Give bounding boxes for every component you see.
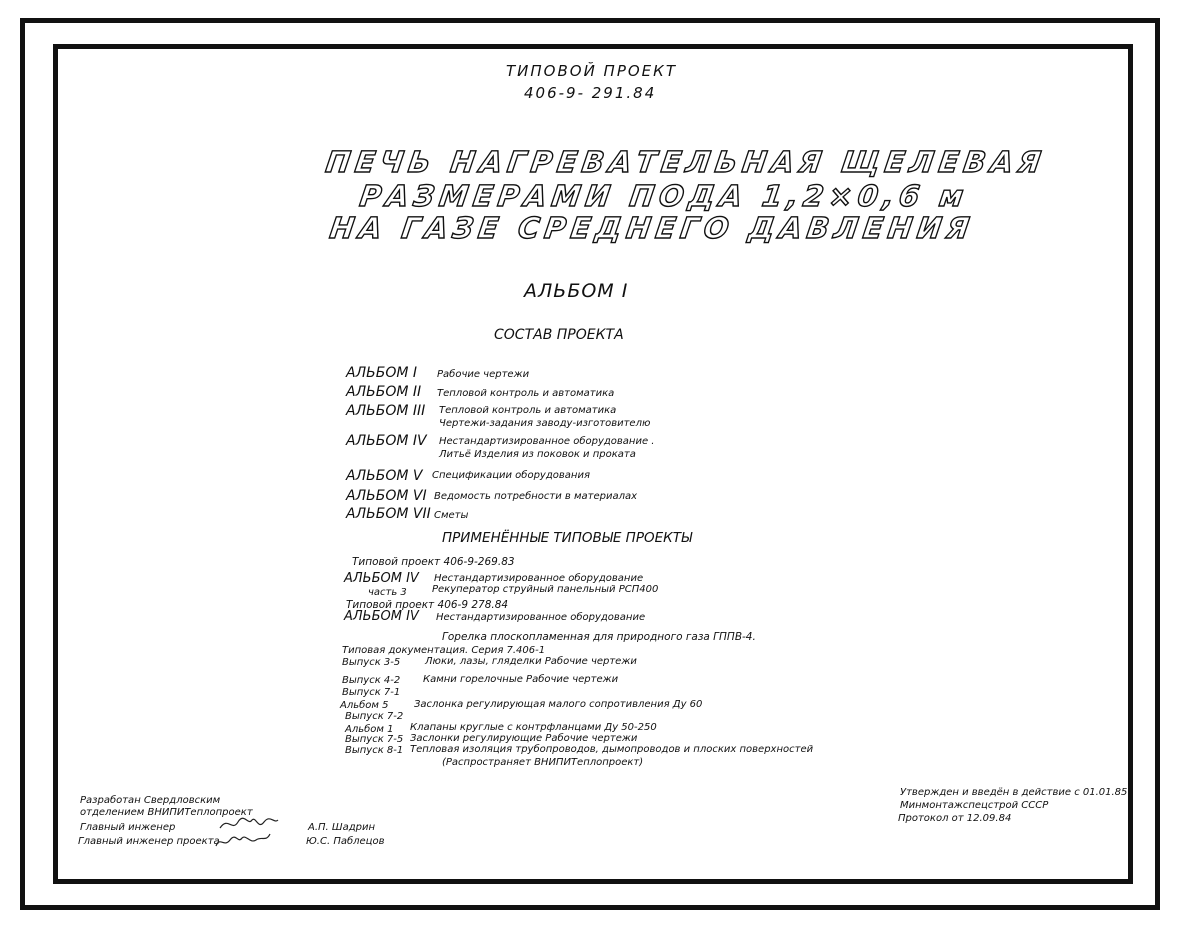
chief-engineer-label: Главный инженер [80, 822, 176, 833]
applied-l14a: Выпуск 7-5 [345, 734, 404, 745]
applied-heading: ПРИМЕНЁННЫЕ ТИПОВЫЕ ПРОЕКТЫ [442, 530, 693, 546]
applied-l15a: Выпуск 8-1 [345, 745, 404, 756]
comp-album-2: АЛЬБОМ II [346, 384, 422, 400]
comp-album-6: АЛЬБОМ VI [346, 488, 427, 504]
comp-desc-3b: Чертежи-задания заводу-изготовителю [439, 418, 651, 429]
comp-desc-4b: Литьё Изделия из поковок и проката [439, 449, 636, 460]
comp-desc-3a: Тепловой контроль и автоматика [439, 405, 617, 416]
applied-l5a: АЛЬБОМ IV [344, 609, 419, 624]
chief-engineer-name: А.П. Шадрин [308, 822, 376, 833]
project-chief-label: Главный инженер проекта [78, 836, 220, 847]
applied-l8a: Выпуск 3-5 [342, 657, 401, 668]
applied-l15b: Тепловая изоляция трубопроводов, дымопроводов и плоских поверхностей [410, 744, 814, 755]
comp-desc-5: Спецификации оборудования [432, 470, 590, 481]
applied-l8b: Люки, лазы, гляделки Рабочие чертежи [425, 656, 637, 667]
comp-desc-1: Рабочие чертежи [437, 369, 530, 380]
album-title: АЛЬБОМ I [524, 280, 629, 302]
applied-l12: Выпуск 7-2 [345, 711, 404, 722]
applied-l7: Типовая документация. Серия 7.406-1 [342, 645, 546, 656]
applied-l9b: Камни горелочные Рабочие чертежи [423, 674, 619, 685]
comp-desc-4a: Нестандартизированное оборудование . [439, 436, 655, 447]
applied-l2a: АЛЬБОМ IV [344, 571, 419, 586]
developer-l1: Разработан Свердловским [80, 795, 221, 806]
applied-l3a: часть 3 [368, 587, 407, 598]
comp-desc-6: Ведомость потребности в материалах [434, 491, 638, 502]
applied-l2b: Нестандартизированное оборудование [434, 573, 644, 584]
applied-l4: Типовой проект 406-9 278.84 [346, 599, 509, 611]
approval-l1: Утвержден и введён в действие с 01.01.85 [900, 787, 1128, 798]
title-line-2: РАЗМЕРАМИ ПОДА 1,2×0,6 м [357, 179, 971, 213]
applied-l11b: Заслонка регулирующая малого сопротивления Ду 60 [414, 699, 703, 710]
project-number: 406-9- 291.84 [524, 84, 657, 102]
composition-heading: СОСТАВ ПРОЕКТА [494, 327, 624, 343]
approval-l3: Протокол от 12.09.84 [898, 813, 1012, 824]
applied-l5b: Нестандартизированное оборудование [436, 612, 646, 623]
comp-album-3: АЛЬБОМ III [346, 403, 426, 419]
applied-l9a: Выпуск 4-2 [342, 675, 401, 686]
applied-l10: Выпуск 7-1 [342, 687, 401, 698]
applied-l13a: Альбом 1 [345, 724, 394, 735]
applied-l1: Типовой проект 406-9-269.83 [352, 556, 515, 568]
title-line-1: ПЕЧЬ НАГРЕВАТЕЛЬНАЯ ЩЕЛЕВАЯ [323, 145, 1048, 179]
comp-album-5: АЛЬБОМ V [346, 468, 423, 484]
applied-l11a: Альбом 5 [340, 700, 389, 711]
applied-l6: Горелка плоскопламенная для природного газа ГППВ-4. [442, 631, 756, 643]
project-type: ТИПОВОЙ ПРОЕКТ [506, 62, 677, 80]
developer-l2: отделением ВНИПИТеплопроект [80, 807, 253, 818]
project-chief-name: Ю.С. Паблецов [306, 836, 385, 847]
applied-l14b: Заслонки регулирующие Рабочие чертежи [410, 733, 638, 744]
comp-album-7: АЛЬБОМ VII [346, 506, 431, 522]
signature-project-chief [212, 828, 274, 850]
title-line-3: НА ГАЗЕ СРЕДНЕГО ДАВЛЕНИЯ [327, 211, 977, 245]
applied-l13b: Клапаны круглые с контрфланцами Ду 50-250 [410, 722, 657, 733]
approval-l2: Минмонтажспецстрой СССР [900, 800, 1049, 811]
comp-album-4: АЛЬБОМ IV [346, 433, 427, 449]
comp-desc-7: Сметы [434, 510, 469, 521]
applied-l16: (Распространяет ВНИПИТеплопроект) [442, 757, 644, 768]
applied-l3b: Рекуператор струйный панельный РСП400 [432, 584, 659, 595]
comp-desc-2: Тепловой контроль и автоматика [437, 388, 615, 399]
comp-album-1: АЛЬБОМ I [346, 365, 417, 381]
